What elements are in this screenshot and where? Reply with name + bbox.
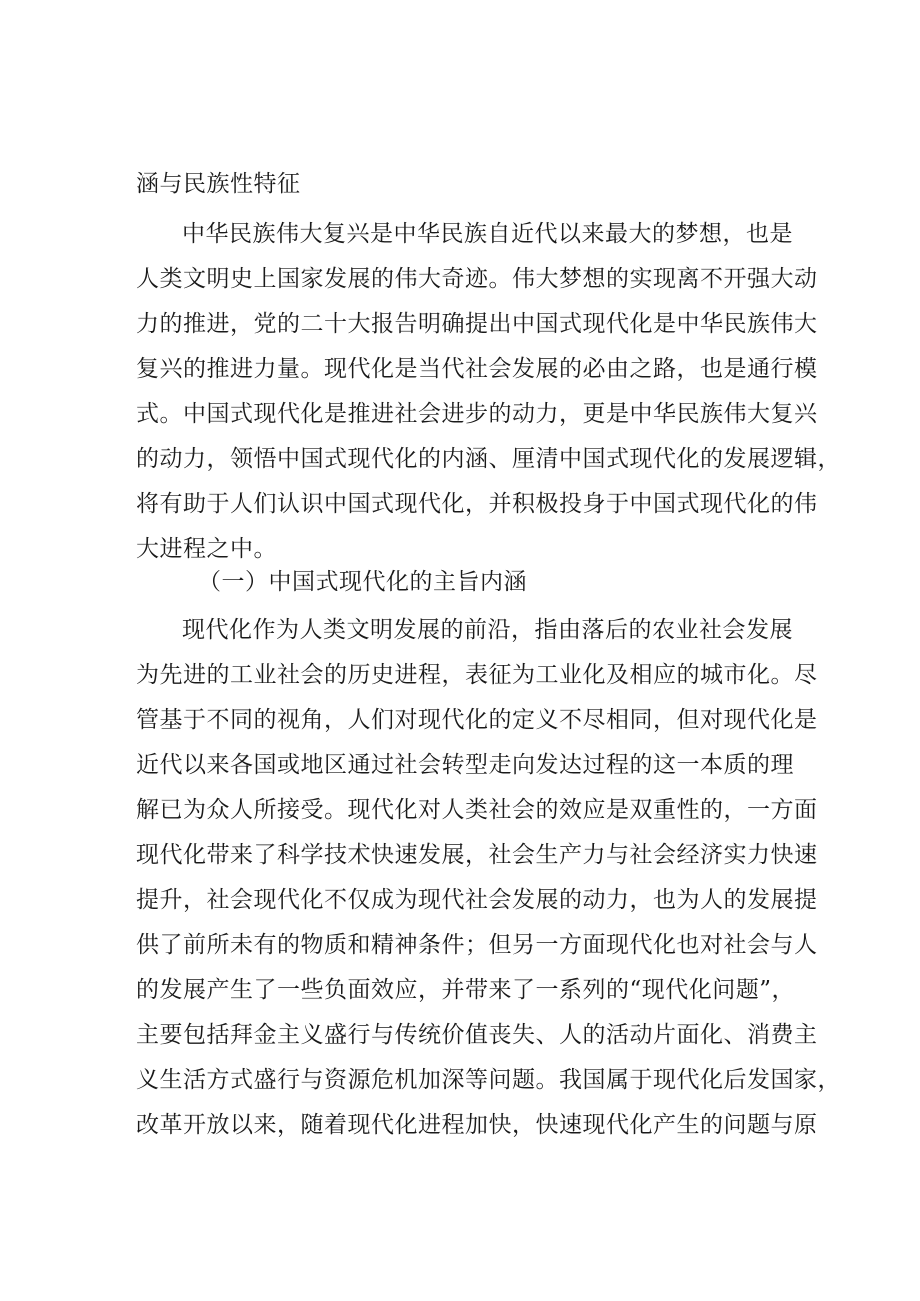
paragraph2-line-8: 供了前所未有的物质和精神条件；但另一方面现代化也对社会与人 <box>136 932 818 958</box>
paragraph1-line-5: 式。中国式现代化是推进社会进步的动力，更是中华民族伟大复兴 <box>136 401 818 427</box>
paragraph1-line-8: 大进程之中。 <box>136 536 277 562</box>
paragraph2-line-6: 现代化带来了科学技术快速发展，社会生产力与社会经济实力快速 <box>136 842 818 868</box>
top-fragment-line: 涵与民族性特征 <box>136 171 301 197</box>
paragraph1-line-4: 复兴的推进力量。现代化是当代社会发展的必由之路，也是通行模 <box>136 356 818 382</box>
paragraph1-line-3: 力的推进，党的二十大报告明确提出中国式现代化是中华民族伟大 <box>136 311 818 337</box>
paragraph2-line-10: 主要包括拜金主义盛行与传统价值丧失、人的活动片面化、消费主 <box>136 1022 818 1048</box>
paragraph2-line-1: 现代化作为人类文明发展的前沿，指由落后的农业社会发展 <box>182 617 793 643</box>
paragraph2-line-11: 义生活方式盛行与资源危机加深等问题。我国属于现代化后发国家， <box>136 1067 841 1093</box>
paragraph2-line-5: 解已为众人所接受。现代化对人类社会的效应是双重性的，一方面 <box>136 797 818 823</box>
paragraph2-line-7: 提升，社会现代化不仅成为现代社会发展的动力，也为人的发展提 <box>136 887 818 913</box>
paragraph2-line-4: 近代以来各国或地区通过社会转型走向发达过程的这一本质的理 <box>136 752 794 778</box>
paragraph2-line-12: 改革开放以来，随着现代化进程加快，快速现代化产生的问题与原 <box>136 1112 818 1138</box>
paragraph1-line-6: 的动力，领悟中国式现代化的内涵、厘清中国式现代化的发展逻辑， <box>136 446 841 472</box>
section-heading: （一）中国式现代化的主旨内涵 <box>198 569 527 595</box>
paragraph2-line-9: 的发展产生了一些负面效应，并带来了一系列的“现代化问题”， <box>136 977 796 1003</box>
paragraph1-line-7: 将有助于人们认识中国式现代化，并积极投身于中国式现代化的伟 <box>136 491 818 517</box>
paragraph1-line-2: 人类文明史上国家发展的伟大奇迹。伟大梦想的实现离不开强大动 <box>136 266 818 292</box>
paragraph2-line-3: 管基于不同的视角，人们对现代化的定义不尽相同，但对现代化是 <box>136 707 818 733</box>
paragraph1-line-1: 中华民族伟大复兴是中华民族自近代以来最大的梦想，也是 <box>182 221 793 247</box>
paragraph2-line-2: 为先进的工业社会的历史进程，表征为工业化及相应的城市化。尽 <box>136 662 818 688</box>
